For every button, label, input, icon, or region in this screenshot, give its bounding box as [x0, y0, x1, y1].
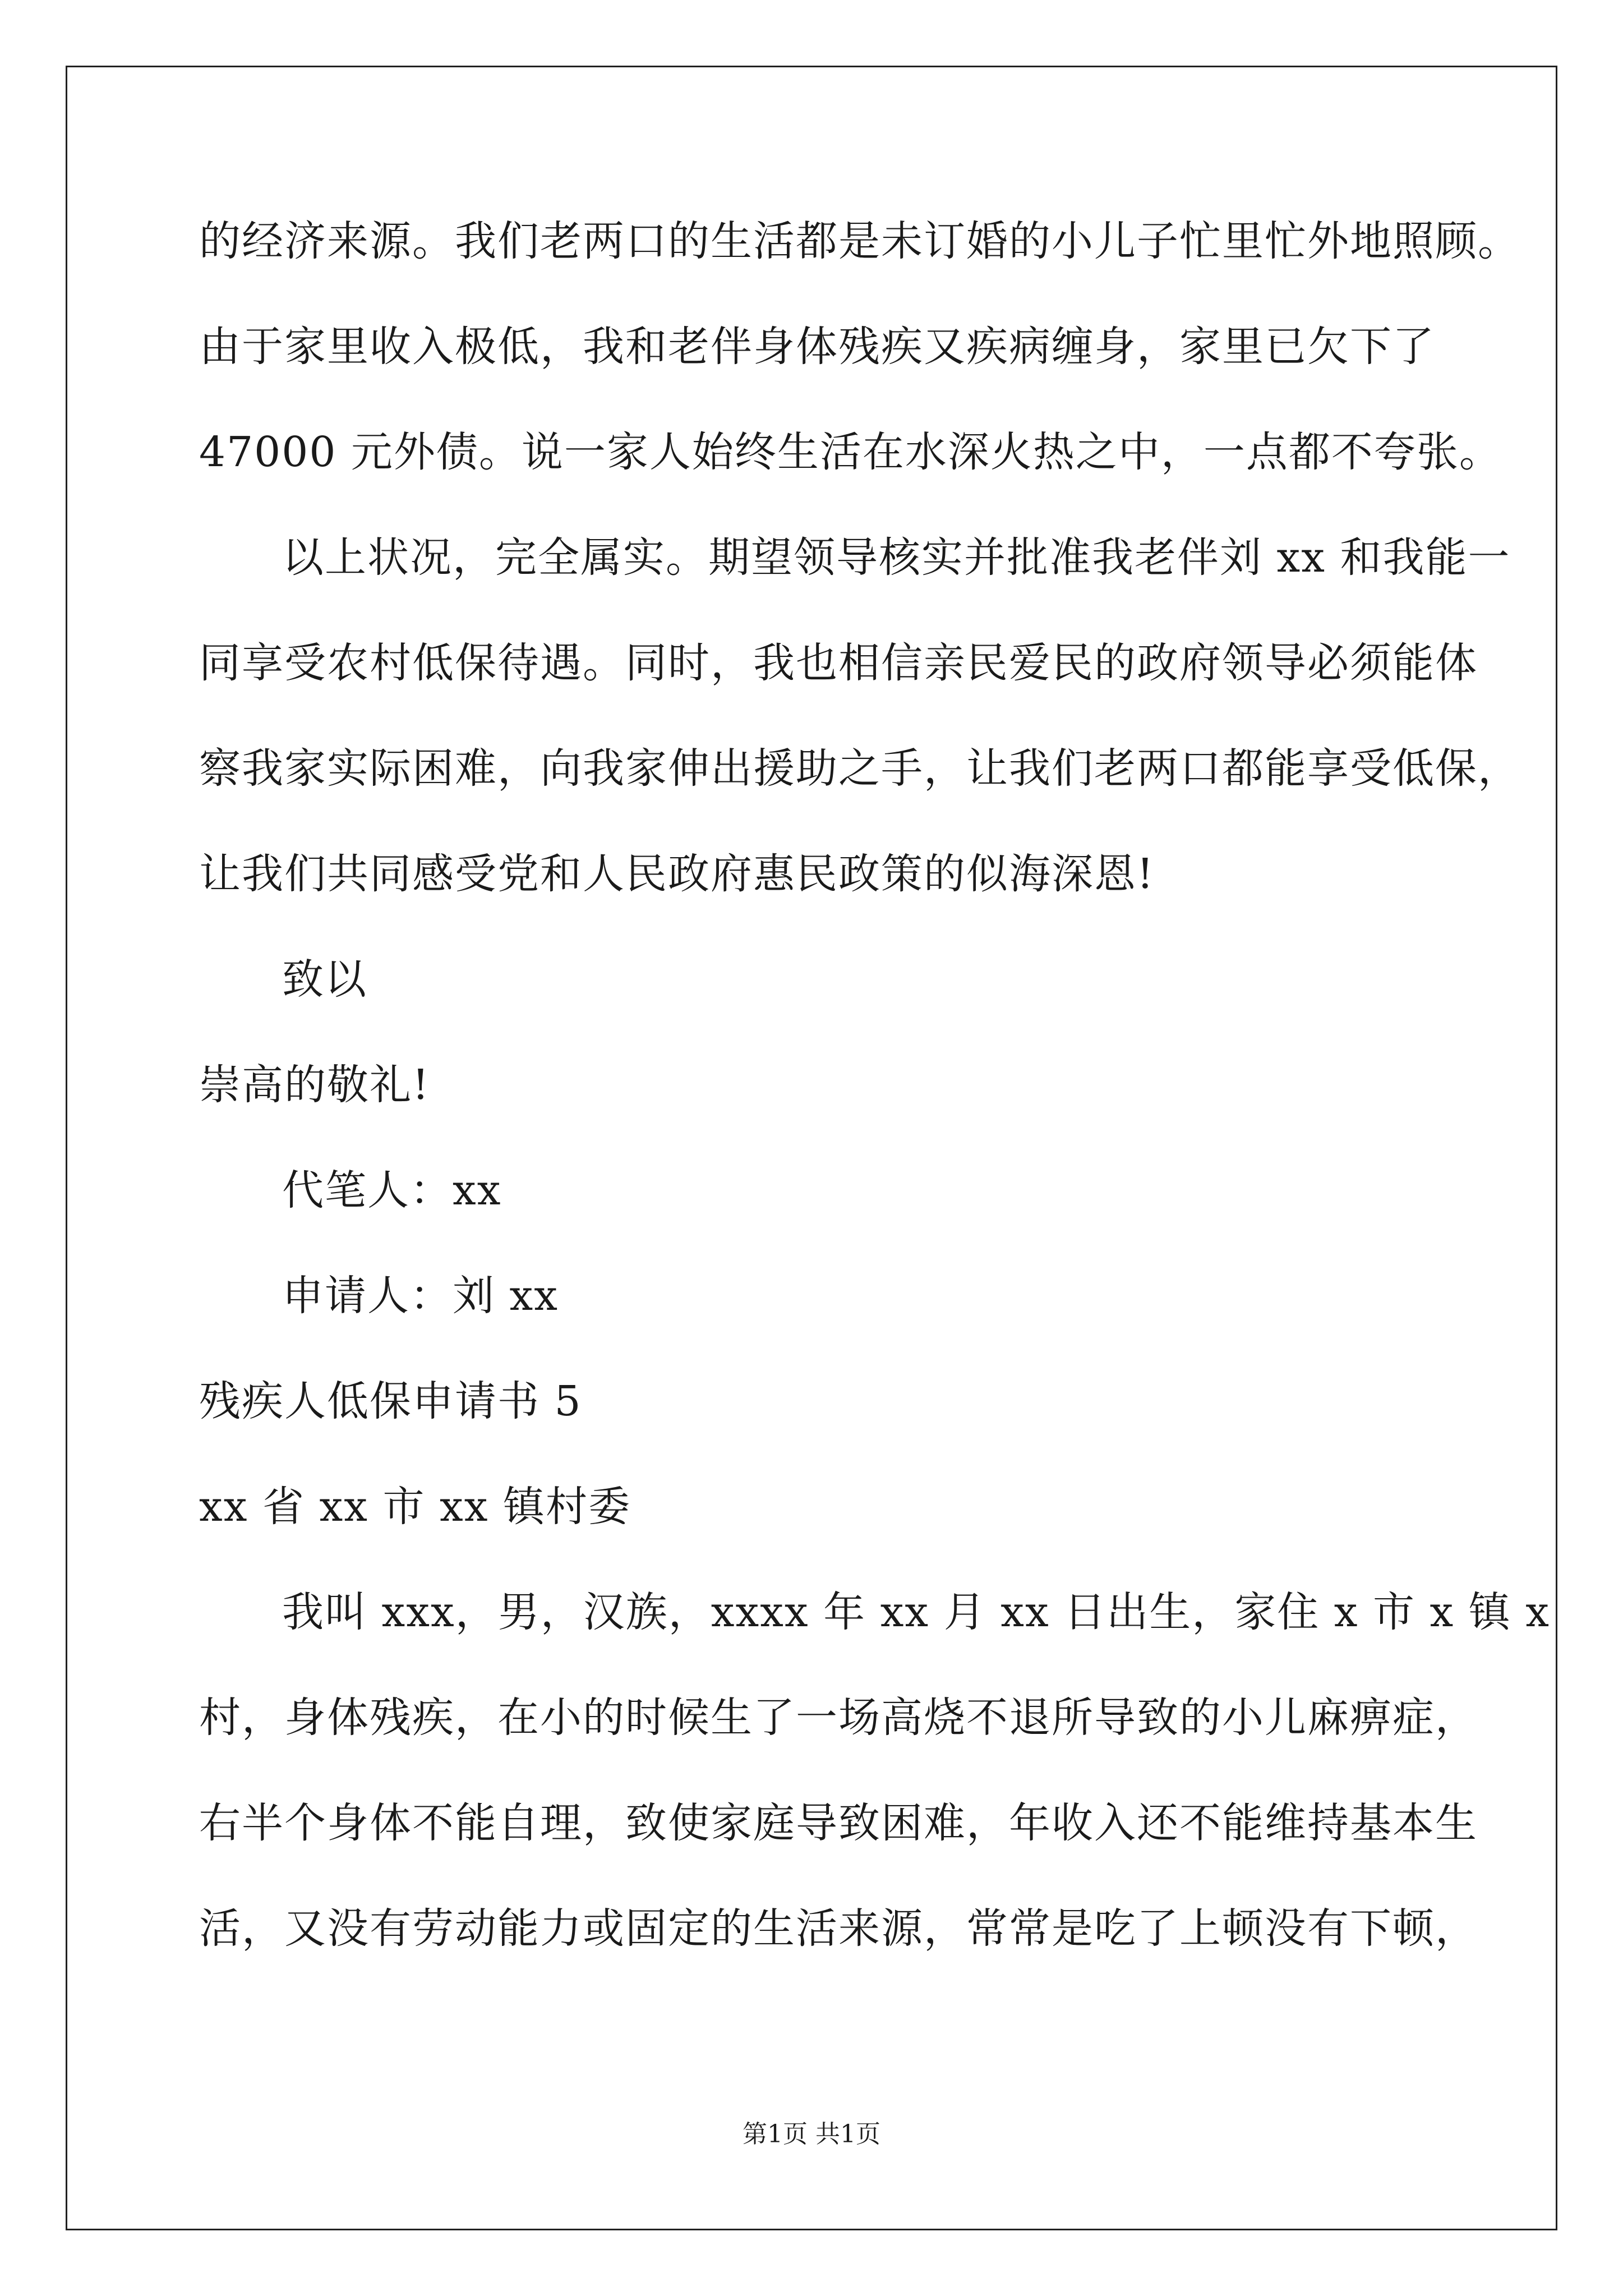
page-number: 第1页 共1页 — [743, 2120, 880, 2148]
text-line: 同享受农村低保待遇。同时，我也相信亲民爱民的政府领导必须能体 — [199, 639, 1478, 687]
section-title: 残疾人低保申请书 5 — [199, 1377, 582, 1425]
salutation-line: 致以 — [282, 955, 367, 1004]
salutation-line: 崇高的敬礼! — [199, 1061, 430, 1109]
signature-line: 代笔人：xx — [282, 1166, 502, 1214]
text-line: 的经济来源。我们老两口的生活都是未订婚的小儿子忙里忙外地照顾。 — [199, 217, 1520, 265]
text-line: 活，又没有劳动能力或固定的生活来源，常常是吃了上顿没有下顿， — [199, 1904, 1478, 1953]
text-line: 右半个身体不能自理，致使家庭导致困难，年收入还不能维持基本生 — [199, 1799, 1478, 1847]
recipient-line: xx 省 xx 市 xx 镇村委 — [199, 1483, 631, 1531]
text-line: 察我家实际困难，向我家伸出援助之手，让我们老两口都能享受低保， — [199, 744, 1520, 793]
text-line: 以上状况，完全属实。期望领导核实并批准我老伴刘 xx 和我能一 — [282, 533, 1511, 582]
text-line: 让我们共同感受党和人民政府惠民政策的似海深恩! — [199, 850, 1155, 898]
text-line: 村，身体残疾，在小的时候生了一场高烧不退所导致的小儿麻痹症， — [199, 1694, 1478, 1742]
signature-line: 申请人：刘 xx — [282, 1272, 559, 1320]
text-line: 由于家里收入极低，我和老伴身体残疾又疾病缠身，家里已欠下了 — [199, 323, 1435, 371]
text-line: 我叫 xxx，男，汉族，xxxx 年 xx 月 xx 日出生，家住 x 市 x 镇 x — [282, 1588, 1551, 1636]
text-line: 47000 元外债。说一家人始终生活在水深火热之中，一点都不夸张。 — [199, 428, 1502, 476]
